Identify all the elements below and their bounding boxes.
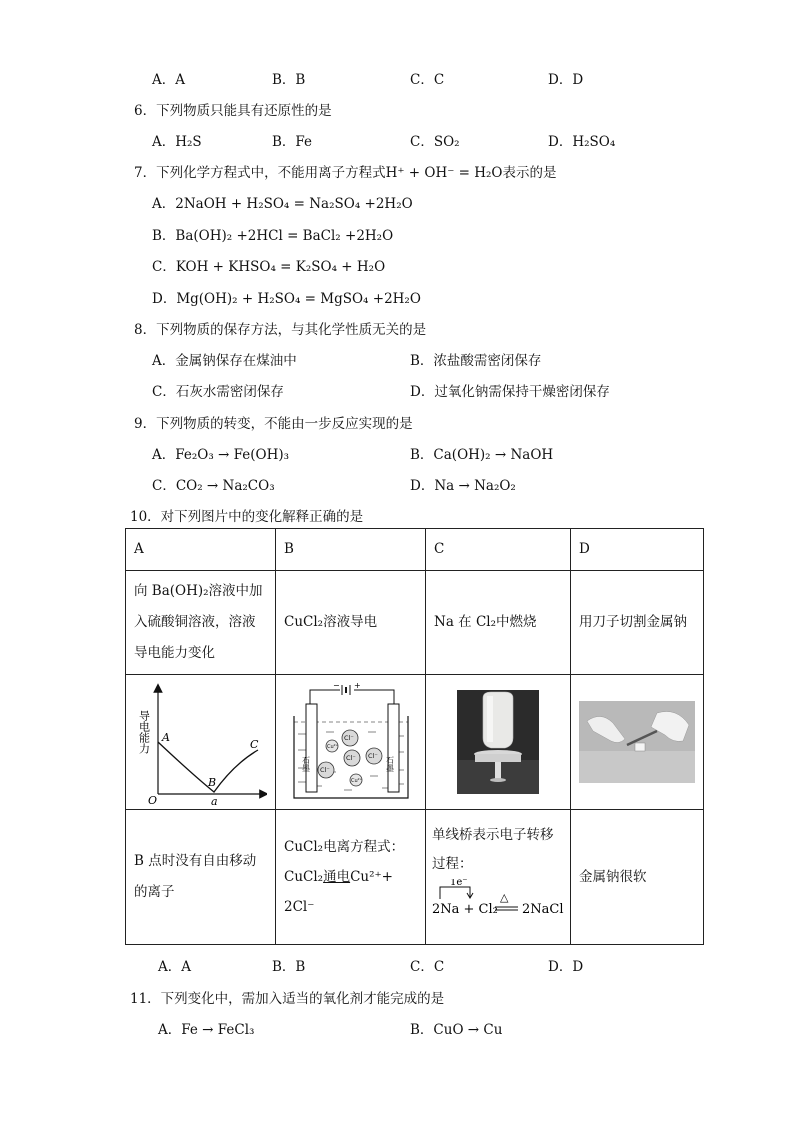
table-explain-b: CuCl₂电离方程式： CuCl₂通电Cu²⁺+ 2Cl⁻: [276, 810, 426, 945]
origin-label: O: [148, 794, 158, 807]
conductivity-graph-cell: [126, 675, 276, 810]
conductivity-graph: [134, 676, 267, 808]
sodium-chlorine-photo: [457, 690, 539, 794]
left-electrode: [306, 704, 317, 792]
svg-text:2Na + Cl₂: 2Na + Cl₂: [432, 901, 498, 917]
q8-option-c: C．石灰水需密闭保存: [152, 384, 284, 400]
sodium-chlorine-photo-cell: [426, 675, 571, 810]
svg-text:Cu²⁺: Cu²⁺: [351, 778, 363, 784]
left-electrode-label: 石墨: [301, 756, 311, 772]
svg-text:−: −: [333, 681, 340, 690]
q6-option-d: D．H₂SO₄: [548, 134, 616, 150]
svg-text:Cl⁻: Cl⁻: [346, 754, 356, 762]
q5-option-c: C．C: [410, 72, 445, 88]
q10-option-d: D．D: [548, 959, 584, 975]
table-explain-c: 单线桥表示电子转移 过程： 1e⁻ 2Na + Cl₂ △ 2NaCl: [426, 810, 571, 945]
q10-table: [125, 528, 704, 945]
q7-stem: 7．下列化学方程式中，不能用离子方程式H⁺ + OH⁻ = H₂O表示的是: [134, 165, 557, 181]
table-desc-c: Na 在 Cl₂中燃烧: [426, 571, 571, 675]
q7-option-c: C．KOH + KHSO₄ = K₂SO₄ + H₂O: [152, 259, 386, 275]
table-desc-b: CuCl₂溶液导电: [276, 571, 426, 675]
q11-option-a: A．Fe → FeCl₃: [158, 1022, 255, 1038]
q7-option-b: B．Ba(OH)₂ +2HCl = BaCl₂ +2H₂O: [152, 228, 394, 244]
q6-option-b: B．Fe: [272, 134, 313, 150]
svg-text:△: △: [500, 890, 509, 904]
q8-stem: 8．下列物质的保存方法，与其化学性质无关的是: [134, 322, 427, 338]
q9-option-c: C．CO₂ → Na₂CO₃: [152, 478, 275, 494]
q6-option-c: C．SO₂: [410, 134, 460, 150]
table-desc-a: 向 Ba(OH)₂溶液中加入硫酸铜溶液，溶液导电能力变化: [126, 571, 276, 675]
table-header-b: B: [276, 529, 426, 571]
x-a-label: a: [211, 795, 218, 808]
q10-option-b: B．B: [272, 959, 306, 975]
q6-option-a: A．H₂S: [152, 134, 202, 150]
table-explain-d: 金属钠很软: [571, 810, 704, 945]
point-c-label: C: [250, 738, 259, 751]
q6-stem: 6．下列物质只能具有还原性的是: [134, 103, 332, 119]
y-axis-label: 导电能力: [137, 710, 151, 754]
table-header-a: A: [126, 529, 276, 571]
sodium-piece: [635, 743, 645, 751]
svg-text:1e⁻: 1e⁻: [450, 878, 468, 888]
q11-option-b: B．CuO → Cu: [410, 1022, 503, 1038]
svg-text:+: +: [354, 681, 361, 690]
cutting-sodium-photo-cell: [571, 675, 704, 810]
svg-text:2NaCl: 2NaCl: [522, 901, 564, 917]
right-electrode-label: 石墨: [385, 756, 395, 772]
table-header-d: D: [571, 529, 704, 571]
electrolysis-diagram: [284, 676, 417, 808]
point-a-label: A: [162, 731, 170, 744]
electrolysis-cell: [276, 675, 426, 810]
right-electrode: [385, 704, 399, 792]
q11-stem: 11．下列变化中，需加入适当的氧化剂才能完成的是: [130, 991, 445, 1007]
electron-transfer-equation: [432, 879, 564, 923]
q10-option-a: A．A: [158, 959, 191, 975]
table-header-c: C: [426, 529, 571, 571]
q10-option-c: C．C: [410, 959, 445, 975]
svg-text:Cl⁻: Cl⁻: [368, 752, 378, 760]
q5-option-d: D．D: [548, 72, 584, 88]
q9-stem: 9．下列物质的转变，不能由一步反应实现的是: [134, 416, 413, 432]
q9-option-b: B．Ca(OH)₂ → NaOH: [410, 447, 554, 463]
q8-option-a: A．金属钠保存在煤油中: [152, 353, 297, 369]
cutting-sodium-photo: [579, 701, 695, 783]
q9-option-d: D．Na → Na₂O₂: [410, 478, 516, 494]
svg-text:Cu²⁺: Cu²⁺: [327, 744, 339, 750]
q5-option-a: A．A: [152, 72, 185, 88]
q5-option-b: B．B: [272, 72, 306, 88]
svg-text:Cl⁻: Cl⁻: [344, 734, 354, 742]
q10-stem: 10．对下列图片中的变化解释正确的是: [130, 509, 364, 525]
q7-option-d: D．Mg(OH)₂ + H₂SO₄ = MgSO₄ +2H₂O: [152, 291, 421, 307]
q8-option-d: D．过氧化钠需保持干燥密闭保存: [410, 384, 610, 400]
svg-text:Cl⁻: Cl⁻: [320, 766, 330, 774]
point-b-label: B: [208, 776, 217, 789]
table-desc-d: 用刀子切割金属钠: [571, 571, 704, 675]
table-explain-a: B 点时没有自由移动的离子: [126, 810, 276, 945]
q7-option-a: A．2NaOH + H₂SO₄ = Na₂SO₄ +2H₂O: [152, 196, 413, 212]
q9-option-a: A．Fe₂O₃ → Fe(OH)₃: [152, 447, 290, 463]
q8-option-b: B．浓盐酸需密闭保存: [410, 353, 542, 369]
